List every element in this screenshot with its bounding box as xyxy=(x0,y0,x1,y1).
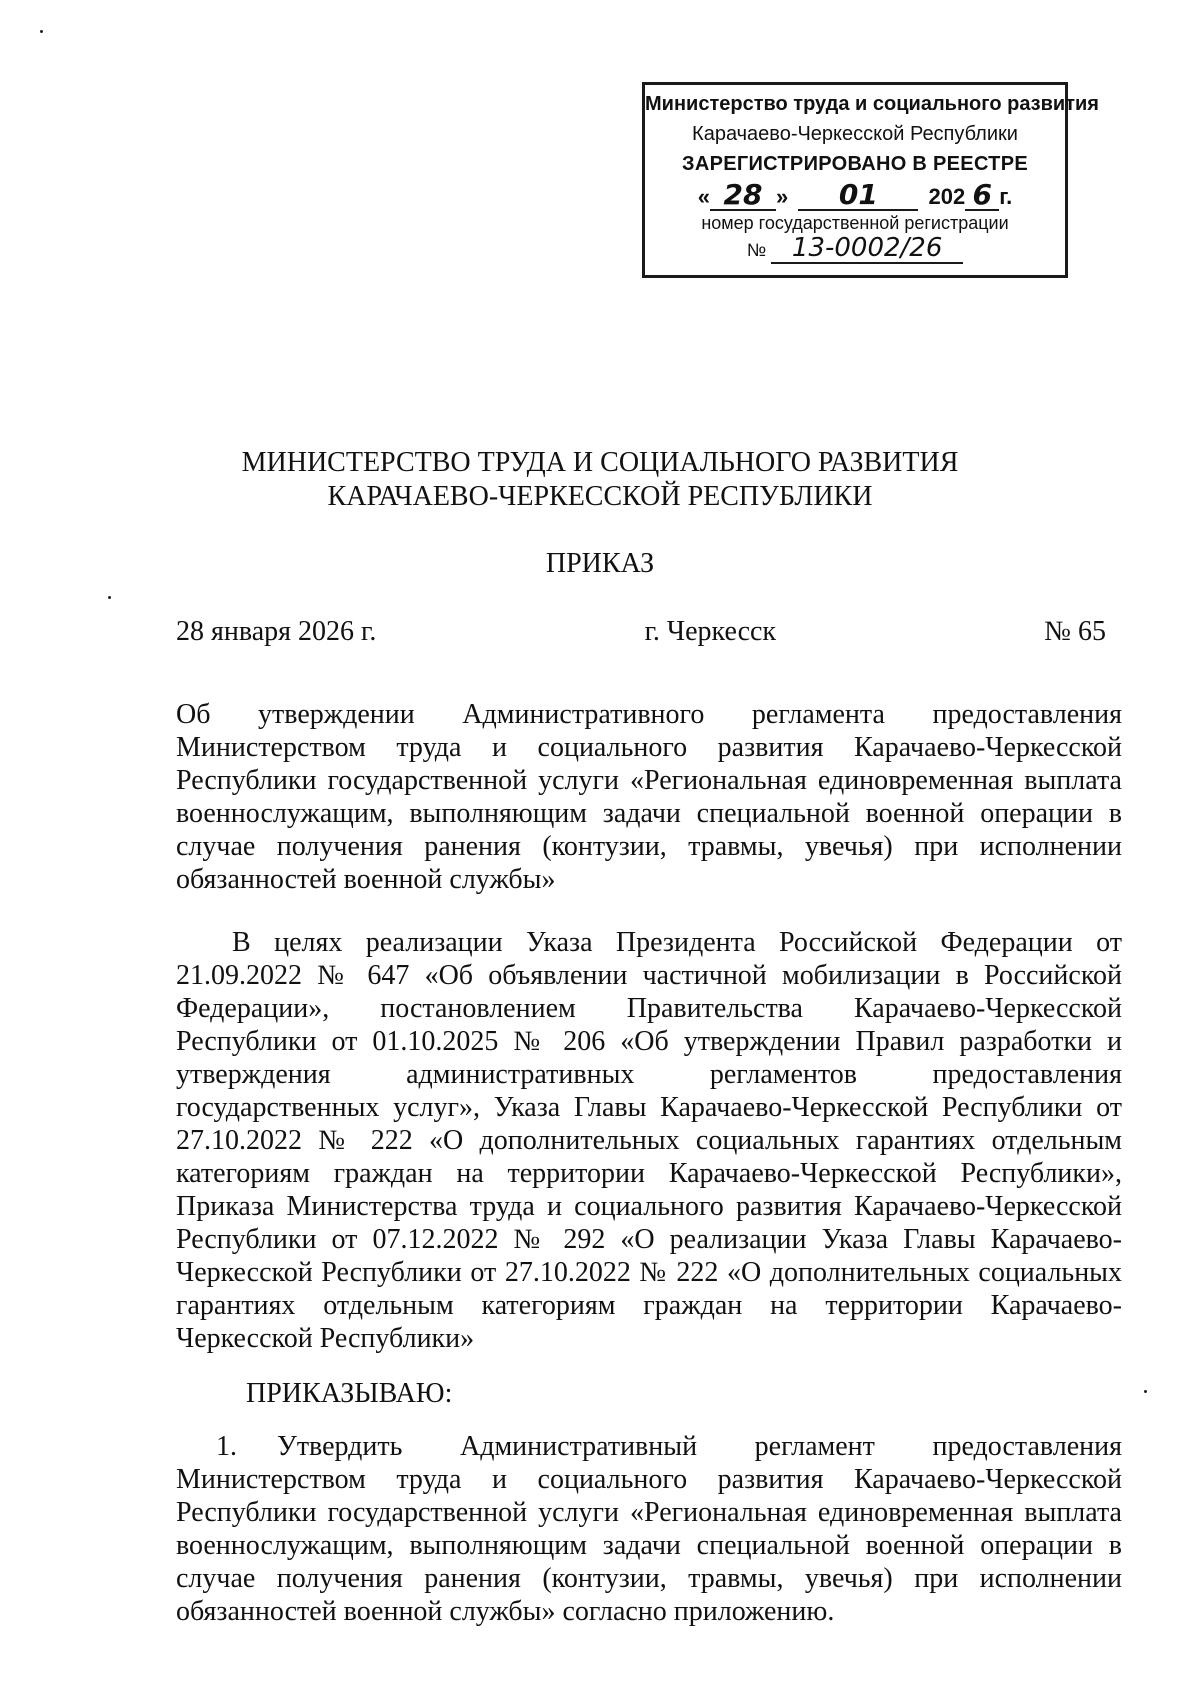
stamp-number-label: № xyxy=(746,240,767,260)
scan-speck xyxy=(40,30,43,33)
stamp-month: 01 xyxy=(798,181,918,211)
stamp-status: ЗАРЕГИСТРИРОВАНО В РЕЕСТРЕ xyxy=(682,153,1028,175)
registration-stamp xyxy=(642,82,1099,278)
stamp-number: 13-0002/26 xyxy=(771,234,963,264)
stamp-ministry: Министерство труда и социального развития xyxy=(645,93,1099,115)
order-word: ПРИКАЗЫВАЮ: xyxy=(246,1378,453,1409)
stamp-year-prefix: 202 xyxy=(928,184,966,209)
clause-1 xyxy=(176,1430,1122,1628)
clause-text: Утвердить Административный регламент предоставления Министерством труда и социального развития Карачаево-Черкесской Республики государственной услуги «Региональная единовременная выплата военнослужащим, выполняющим задачи специальной военной операции в случае получения ранения (контузии, травмы, увечья) при исполнении обязанностей военной службы» согласно приложению. xyxy=(176,1431,1122,1627)
document-subject: Об утверждении Административного регламента предоставления Министерством труда и социального развития Карачаево-Черкесской Республики государственной услуги «Региональная единовременная выплата военнослужащим, выполняющим задачи специальной военной операции в случае получения ранения (контузии, травмы, увечья) при исполнении обязанностей военной службы» xyxy=(176,699,1122,895)
document-preamble: В целях реализации Указа Президента Российской Федерации от 21.09.2022 № 647 «Об объявлении частичной мобилизации в Российской Федерации», постановлением Правительства Карачаево-Черкесской Республики от 01.10.2025 № 206 «Об утверждении Правил разработки и утверждения административных регламентов предоставления государственных услуг», Указа Главы Карачаево-Черкесской Республики от 27.10.2022 № 222 «О дополнительных социальных гарантиях отдельным категориям граждан на территории Карачаево-Черкесской Республики», Приказа Министерства труда и социального развития Карачаево-Черкесской Республики от 07.12.2022 № 292 «О реализации Указа Главы Карачаево-Черкесской Республики от 27.10.2022 № 222 «О дополнительных социальных гарантиях отдельным категориям граждан на территории Карачаево-Черкесской Республики» xyxy=(176,927,1122,1354)
stamp-number-row xyxy=(645,234,1065,265)
stamp-date-row xyxy=(645,178,1065,212)
document-city: г. Черкесск xyxy=(644,616,777,647)
issuer-line-2: КАРАЧАЕВО-ЧЕРКЕССКОЙ РЕСПУБЛИКИ xyxy=(327,481,873,512)
stamp-reg-label: номер государственной регистрации xyxy=(701,213,1009,233)
issuer-header xyxy=(0,446,1200,514)
document-number: № 65 xyxy=(1044,616,1106,647)
stamp-year-suffix: г. xyxy=(999,184,1013,209)
document-meta xyxy=(176,616,1106,648)
scan-speck xyxy=(108,596,111,599)
stamp-open-quote: « xyxy=(697,184,710,209)
stamp-day: 28 xyxy=(710,181,776,211)
issuer-line-1: МИНИСТЕРСТВО ТРУДА И СОЦИАЛЬНОГО РАЗВИТИЯ xyxy=(241,447,959,478)
clause-number: 1. xyxy=(216,1431,237,1462)
stamp-close-quote: » xyxy=(775,184,789,209)
document-date: 28 января 2026 г. xyxy=(176,616,377,647)
document-title: ПРИКАЗ xyxy=(545,548,655,579)
stamp-year-digit: 6 xyxy=(965,181,999,211)
scan-speck xyxy=(1144,1390,1147,1393)
stamp-republic: Карачаево-Черкесской Республики xyxy=(692,123,1018,145)
